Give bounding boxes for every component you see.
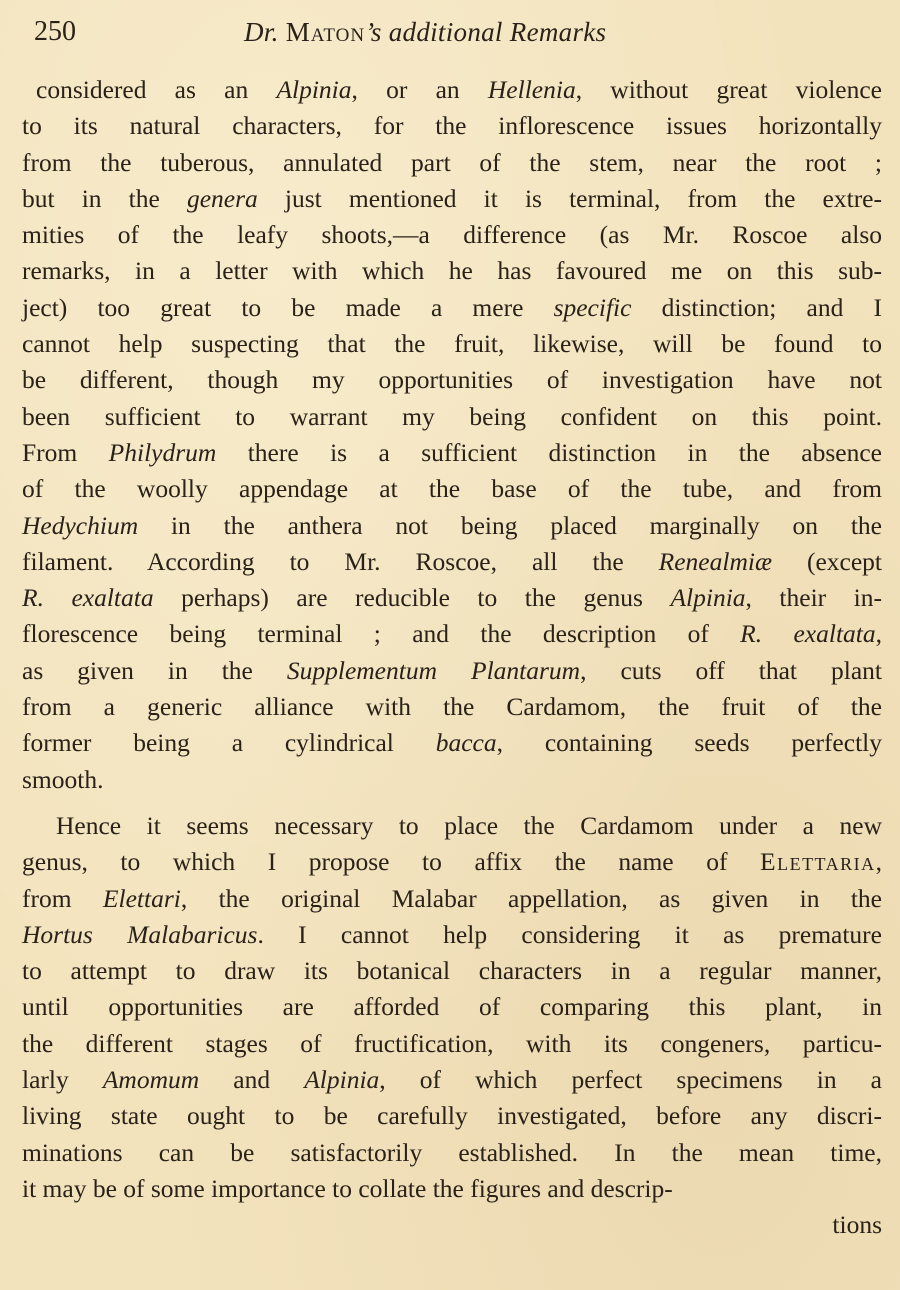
text-run: from — [22, 883, 103, 913]
text-run: , — [875, 847, 882, 877]
text-line — [22, 989, 882, 1025]
italic-text: Alpinia — [670, 583, 746, 613]
text-run: Hence it seems necessary to place the Cardamom under a new — [56, 810, 882, 840]
text-line — [22, 326, 882, 362]
text-run: , — [875, 619, 882, 649]
text-line — [22, 580, 882, 616]
text-run: perhaps) are reducible to the genus — [153, 583, 671, 613]
text-run: until opportunities are afforded of comparing this plant, in — [22, 992, 882, 1022]
text-run: filament. According to Mr. Roscoe, all the — [22, 546, 659, 576]
text-run: from the tuberous, annulated part of the stem, near the root ; — [22, 147, 882, 177]
text-line — [22, 508, 882, 544]
italic-text: Supplementum Plantarum — [286, 655, 581, 685]
text-run: to attempt to draw its botanical characters in a regular manner, — [22, 956, 882, 986]
text-run: considered as an — [36, 75, 277, 104]
text-run: but in the — [22, 183, 187, 213]
italic-text: bacca — [435, 728, 497, 758]
text-line — [22, 72, 882, 108]
text-line — [22, 108, 882, 144]
text-line — [22, 253, 882, 289]
text-run: be different, though my opportunities of investigation have not — [22, 365, 882, 395]
italic-text: Hortus Malabaricus — [22, 919, 258, 949]
text-line — [22, 844, 882, 880]
text-line — [22, 1098, 882, 1134]
text-line — [22, 725, 882, 761]
italic-text: Hedychium — [22, 510, 139, 540]
text-line — [22, 435, 882, 471]
text-line — [22, 399, 882, 435]
text-line — [22, 1026, 882, 1062]
italic-text: Amomum — [102, 1065, 200, 1095]
text-run: there is a sufficient distinction in the absence — [216, 437, 882, 467]
text-run: of the woolly appendage at the base of the tube, and from — [22, 474, 882, 504]
paragraph-2 — [22, 808, 882, 1207]
text-run: just mentioned it is terminal, from the extre- — [257, 183, 882, 213]
text-line — [22, 362, 882, 398]
text-run: genus, to which I propose to affix the name of — [22, 847, 760, 877]
running-head — [34, 14, 874, 50]
text-line — [22, 953, 882, 989]
italic-text: R. exaltata — [740, 619, 876, 649]
text-run: it may be of some importance to collate the figures and descrip- — [22, 1173, 673, 1203]
text-run: ject) too great to be made a mere — [22, 292, 554, 322]
text-run: . I cannot help considering it as premature — [257, 919, 882, 949]
title-name: Maton — [285, 17, 366, 47]
italic-text: Elettari — [102, 883, 181, 913]
text-run: , their in- — [745, 583, 882, 613]
text-run: distinction; and I — [631, 292, 883, 322]
text-run: , the original Malabar appellation, as given in the — [180, 883, 882, 913]
text-run: , or an — [351, 75, 488, 104]
text-run: to its natural characters, for the inflorescence issues horizontally — [22, 111, 882, 141]
text-line — [22, 1062, 882, 1098]
text-run: larly — [22, 1065, 103, 1095]
text-run: cannot help suspecting that the fruit, likewise, will be found to — [22, 329, 882, 359]
text-line — [22, 689, 882, 725]
title-suffix: ’s additional Remarks — [365, 17, 607, 47]
text-run: smooth. — [22, 764, 104, 794]
text-line — [22, 181, 882, 217]
text-run: minations can be satisfactorily established. In the mean time, — [22, 1137, 882, 1167]
catchword: tions — [832, 1210, 882, 1240]
text-line — [22, 1171, 882, 1207]
italic-text: Alpinia — [276, 75, 352, 104]
text-line — [22, 808, 882, 844]
text-line — [22, 217, 882, 253]
text-run: From — [22, 437, 109, 467]
title-prefix: Dr. — [244, 17, 279, 47]
text-line — [22, 471, 882, 507]
text-run: , of which perfect specimens in a — [379, 1065, 882, 1095]
text-run: (except — [771, 546, 883, 576]
text-run: living state ought to be carefully investigated, before any discri- — [22, 1101, 882, 1131]
text-line — [22, 290, 882, 326]
italic-text: Renealmiæ — [658, 546, 772, 576]
italic-text: genera — [186, 183, 258, 213]
text-run: from a generic alliance with the Cardamom, the fruit of the — [22, 692, 882, 722]
text-run: , cuts off that plant — [580, 655, 882, 685]
text-run: remarks, in a letter with which he has favoured me on this sub- — [22, 256, 882, 286]
text-line — [22, 762, 882, 798]
text-line — [22, 881, 882, 917]
text-run: mities of the leafy shoots,—a difference (as Mr. Roscoe also — [22, 220, 882, 250]
text-line — [22, 616, 882, 652]
text-run: former being a cylindrical — [22, 728, 436, 758]
italic-text: R. exaltata — [22, 583, 154, 613]
running-title — [244, 14, 606, 50]
text-run: in the anthera not being placed marginally on the — [138, 510, 882, 540]
page-number: 250 — [34, 16, 76, 47]
text-line — [22, 145, 882, 181]
paragraph-1 — [22, 72, 882, 798]
text-line — [22, 544, 882, 580]
text-line — [22, 917, 882, 953]
text-run: been sufficient to warrant my being confident on this point. — [22, 401, 882, 431]
text-run: and — [199, 1065, 305, 1095]
text-line — [22, 653, 882, 689]
text-run: as given in the — [22, 655, 287, 685]
text-run: , without great violence — [575, 75, 883, 104]
body-text — [22, 72, 882, 1244]
italic-text: Hellenia — [487, 75, 576, 104]
text-run: , containing seeds perfectly — [496, 728, 882, 758]
italic-text: Alpinia — [304, 1065, 380, 1095]
small-caps-text: Elettaria — [760, 847, 876, 877]
paragraph-gap — [22, 798, 882, 808]
text-run: the different stages of fructification, with its congeners, particu- — [22, 1028, 882, 1058]
text-run: florescence being terminal ; and the description of — [22, 619, 741, 649]
text-line — [22, 1135, 882, 1171]
italic-text: Philydrum — [108, 437, 217, 467]
italic-text: specific — [553, 292, 632, 322]
